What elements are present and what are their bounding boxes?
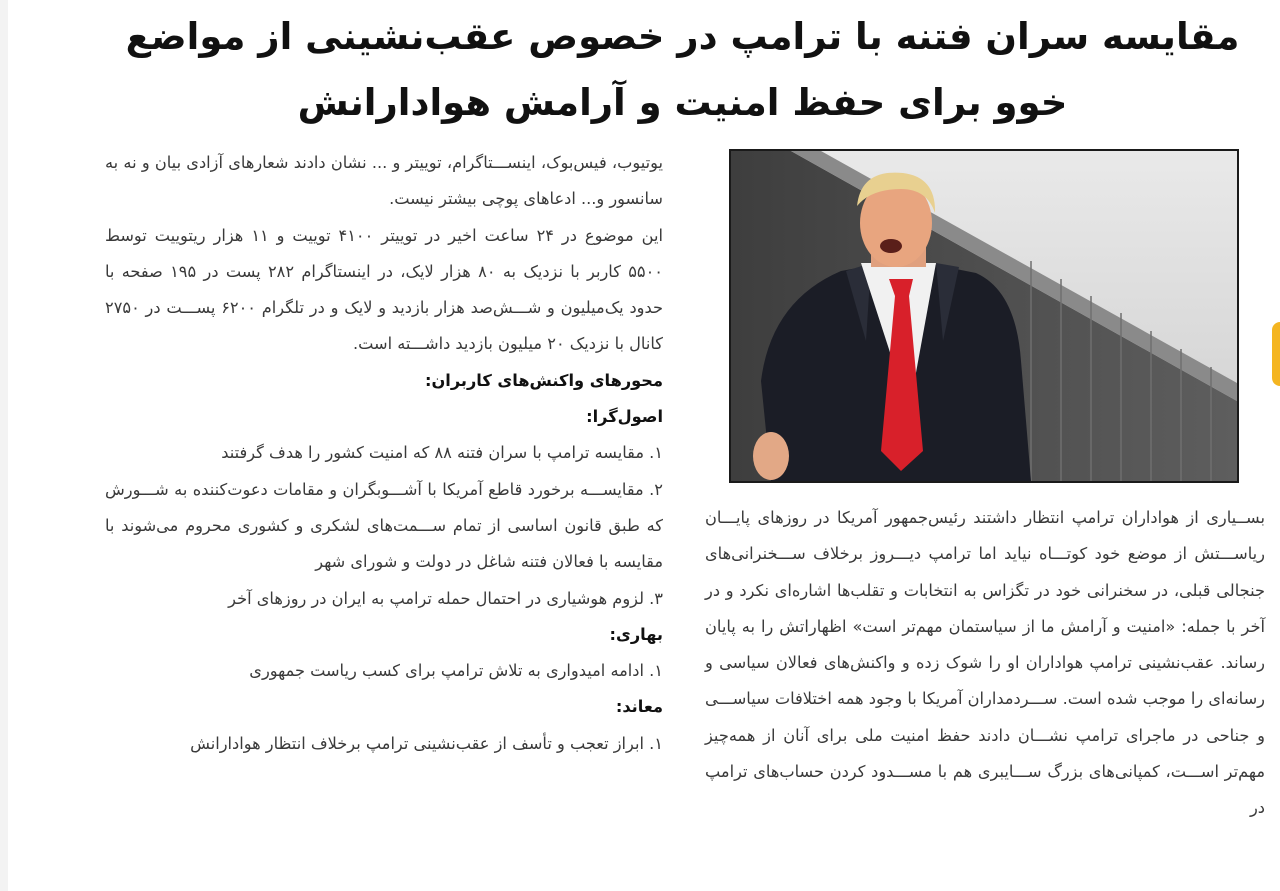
side-tab[interactable] [1272,322,1280,386]
principlist-reactions-list [105,435,663,616]
article-column-left [105,145,663,762]
group-title-bahari: بهاری: [609,624,663,644]
group-title-opposition: معاند: [615,697,663,717]
left-margin-strip [0,0,8,891]
list-item: ۱. ابراز تعجب و تأسف از عقب‌نشینی ترامپ برخلاف انتظار هوادارانش [190,733,663,753]
article-column-right [705,500,1265,827]
opposition-reactions-list [105,726,663,762]
article-photo [729,149,1239,483]
platforms-paragraph: یوتیوب، فیس‌بوک، اینســـتاگرام، توییتر و ... نشان دادند شعارهای آزادی بیان و نه به سانسور و... ادعاهای پوچی بیشتر نیست. [105,153,663,209]
list-item: ۱. مقایسه ترامپ با سران فتنه ۸۸ که امنیت کشور را هدف گرفتند [221,443,663,463]
bahari-reactions-list [105,653,663,689]
article-intro-paragraph: بســیاری از هواداران ترامپ انتظار داشتند رئیس‌جمهور آمریکا در روزهای پایـــان ریاســـتش از موضع خود کوتـــاه نیاید اما ترامپ دیـــروز برخلاف ســـخنرانی‌های جنجالی قبلی، در سخنرانی خود در تگزاس به انتخابات و تقلب‌ها اشاره‌ای نکرد و در آخر با جمله: «امنیت و آرامش ما از سیاستمان مهم‌تر است» اظهاراتش را به پایان رساند. عقب‌نشینی ترامپ هواداران او را شوک زده و واکنش‌های فعالان سیاسی و رسانه‌ای را موجب شده است. ســـردمداران آمریکا با وجود همه اختلافات سیاســـی و جناحی در ماجرای ترامپ نشـــان دادند حفظ امنیت ملی برای آنان از همه‌چیز مهم‌تر اســـت، کمپانی‌های بزرگ ســـایبری هم با مســـدود کردن حساب‌های ترامپ در [705,508,1265,818]
list-item: ۳. لزوم هوشیاری در احتمال حمله ترامپ به ایران در روزهای آخر [228,588,663,608]
trump-at-border-wall-image [731,151,1237,481]
reactions-heading: محورهای واکنش‌های کاربران: [424,370,663,390]
list-item: ۱. ادامه امیدواری به تلاش ترامپ برای کسب ریاست جمهوری [249,661,663,681]
statistics-paragraph: این موضوع در ۲۴ ساعت اخیر در توییتر ۴۱۰۰ توییت و ۱۱ هزار ریتوییت توسط ۵۵۰۰ کاربر با نزدیک به ۸۰ هزار لایک، در اینستاگرام ۲۸۲ پست در ۱۹۵ صفحه با حدود یک‌میلیون و شـــش‌صد هزار بازدید و لایک و در تلگرام ۶۲۰۰ پســـت در ۲۷۵۰ کانال با نزدیک ۲۰ میلیون بازدید داشـــته است. [105,225,663,354]
article-headline: مقایسه سران فتنه با ترامپ در خصوص عقب‌نشینی از مواضع خوو برای حفظ امنیت و آرامش هوادارانش [125,15,1240,124]
list-item: ۲. مقایســـه برخورد قاطع آمریکا با آشـــوبگران و مقامات دعوت‌کننده به شـــورش که طبق قانون اساسی از تمام ســـمت‌های لشکری و کشوری محروم می‌شوند با مقایسه با فعالان فتنه شاغل در دولت و شورای شهر [105,479,663,572]
group-title-principlist: اصول‌گرا: [586,407,663,427]
